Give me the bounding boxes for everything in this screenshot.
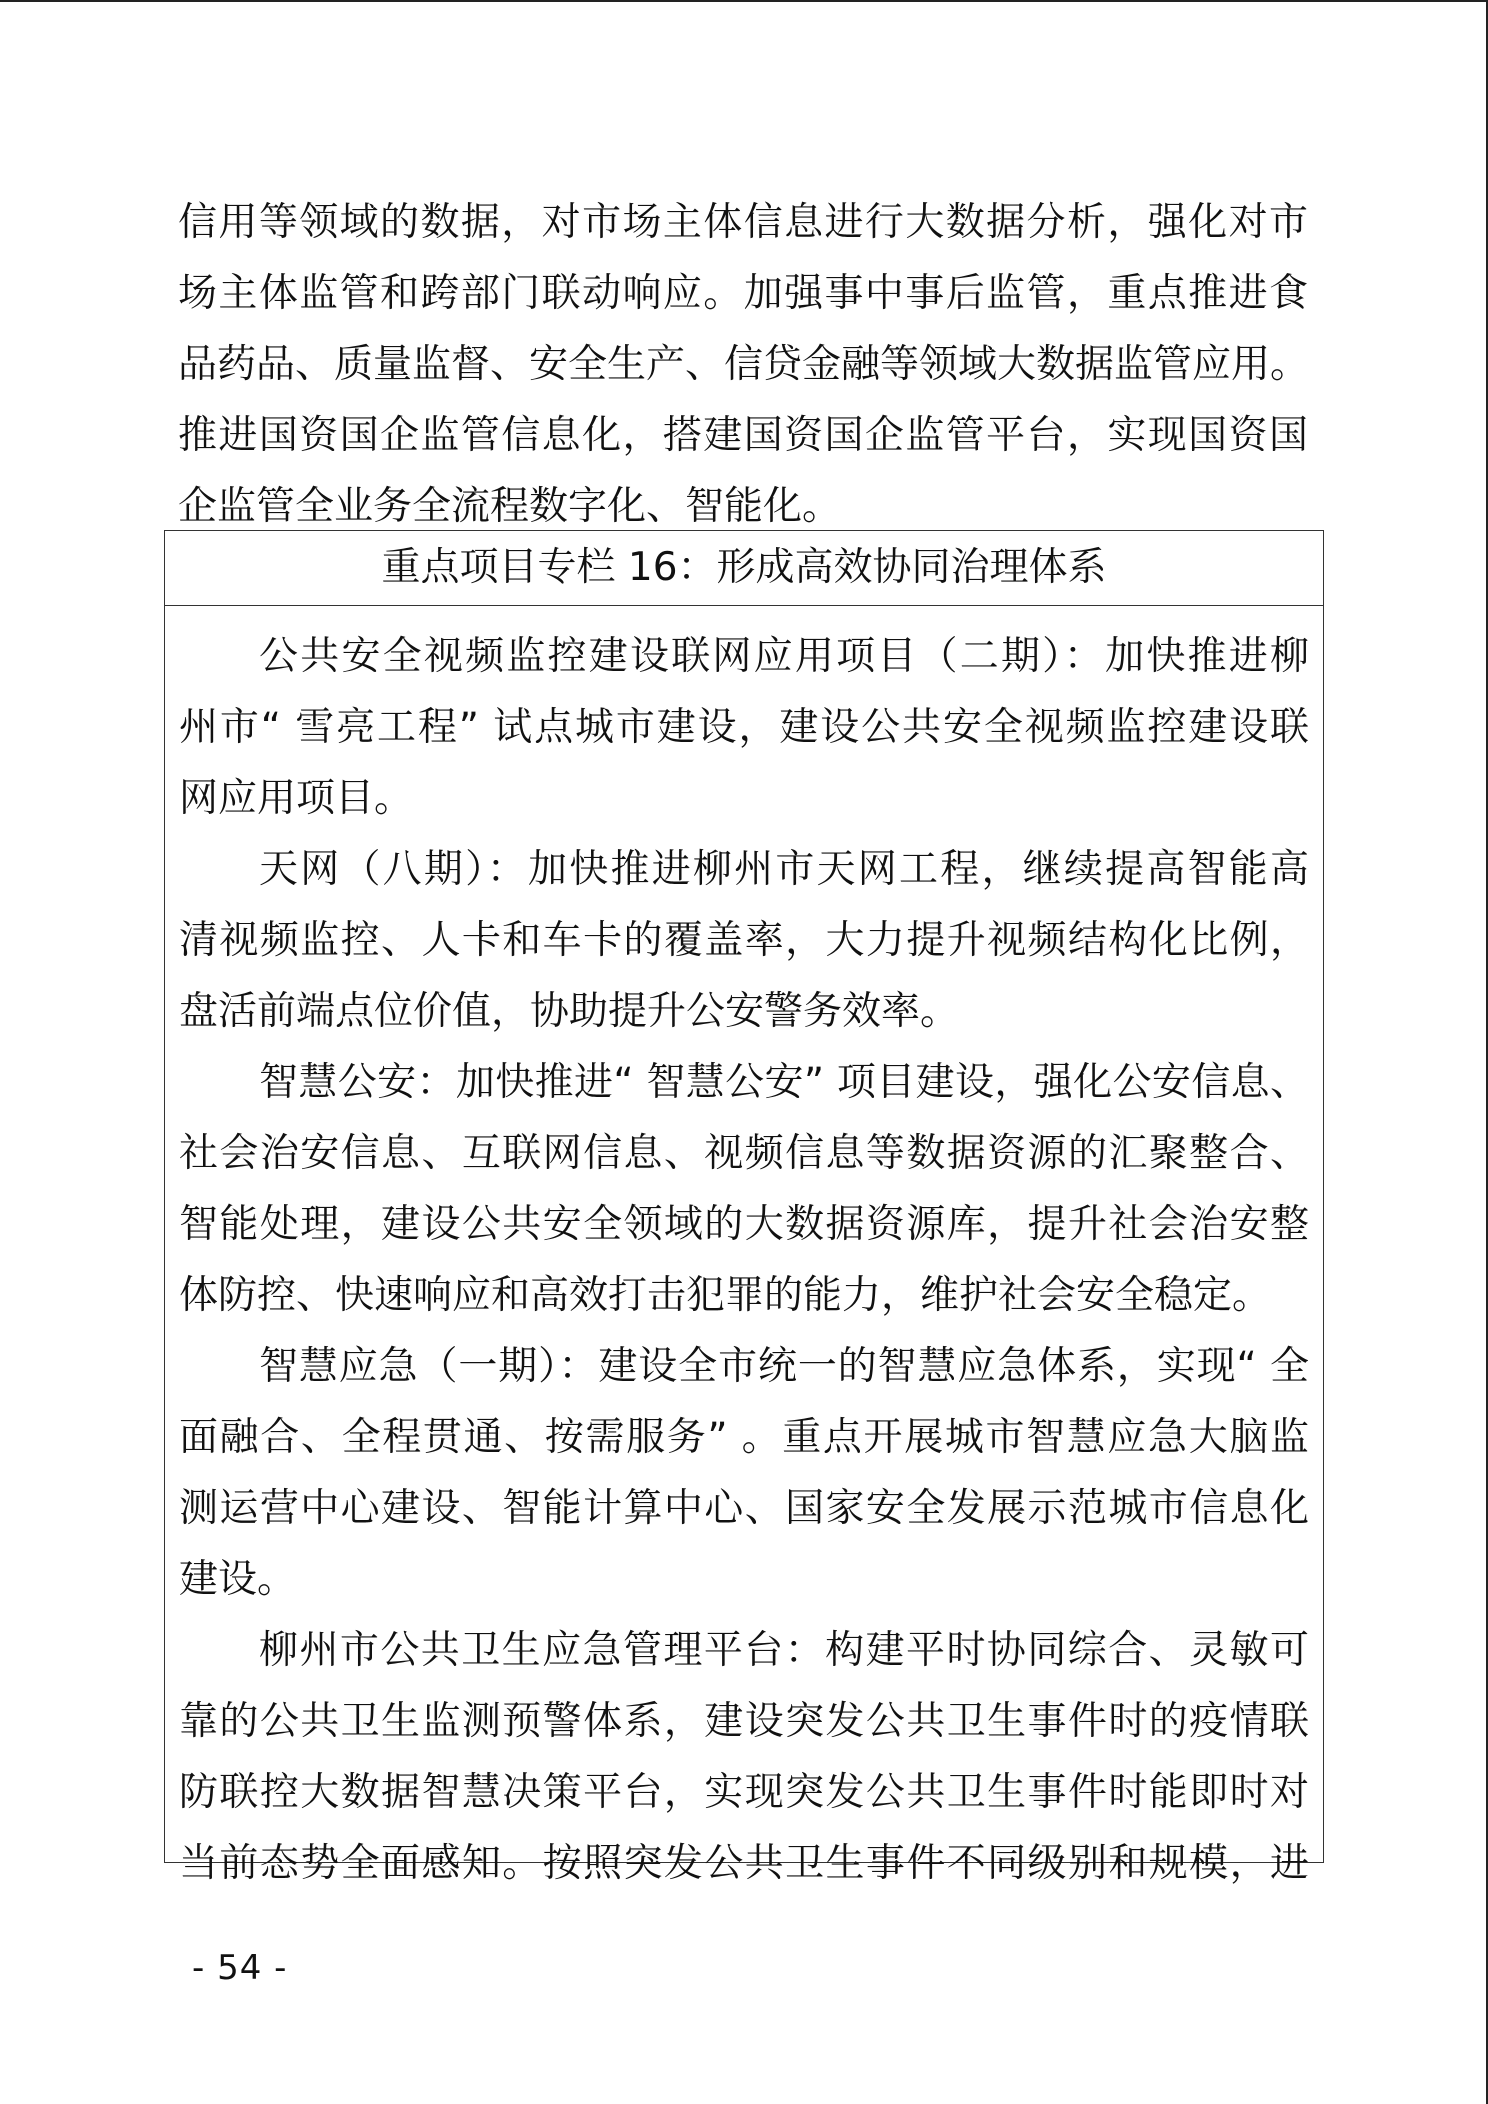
text-line: 公共安全视频监控建设联网应用项目（二期）：加快推进柳 xyxy=(259,634,1309,679)
text-line: 体防控、快速响应和高效打击犯罪的能力，维护社会安全稳定。 xyxy=(179,1273,1272,1318)
project-column-box xyxy=(164,530,1324,1886)
text-line: 场主体监管和跨部门联动响应。加强事中事后监管，重点推进食 xyxy=(178,271,1308,316)
text-line: 面融合、全程贯通、按需服务” 。重点开展城市智慧应急大脑监 xyxy=(179,1415,1309,1460)
text-line: 靠的公共卫生监测预警体系，建设突发公共卫生事件时的疫情联 xyxy=(179,1699,1309,1744)
project-paragraph xyxy=(179,621,1309,834)
text-line: 柳州市公共卫生应急管理平台：构建平时协同综合、灵敏可 xyxy=(259,1628,1309,1673)
text-line: 智慧应急（一期）：建设全市统一的智慧应急体系，实现“ 全 xyxy=(259,1344,1309,1389)
project-paragraph xyxy=(179,1047,1309,1331)
top-border-rule xyxy=(0,0,1488,2)
project-paragraph xyxy=(179,1615,1309,1899)
box-body xyxy=(179,621,1309,1899)
text-line: 防联控大数据智慧决策平台，实现突发公共卫生事件时能即时对 xyxy=(179,1770,1309,1815)
text-line: 州市“ 雪亮工程” 试点城市建设，建设公共安全视频监控建设联 xyxy=(179,705,1309,750)
text-line: 智慧公安：加快推进“ 智慧公安” 项目建设，强化公安信息、 xyxy=(259,1060,1309,1105)
intro-paragraph xyxy=(178,187,1308,542)
box-title: 重点项目专栏 16：形成高效协同治理体系 xyxy=(165,531,1323,606)
text-line: 当前态势全面感知。按照突发公共卫生事件不同级别和规模，进 xyxy=(179,1841,1309,1886)
text-line: 智能处理，建设公共安全领域的大数据资源库，提升社会治安整 xyxy=(179,1202,1309,1247)
text-line: 品药品、质量监督、安全生产、信贷金融等领域大数据监管应用。 xyxy=(178,342,1310,387)
text-line: 天网（八期）：加快推进柳州市天网工程，继续提高智能高 xyxy=(259,847,1309,892)
text-line: 清视频监控、人卡和车卡的覆盖率，大力提升视频结构化比例， xyxy=(179,918,1309,963)
text-line: 社会治安信息、互联网信息、视频信息等数据资源的汇聚整合、 xyxy=(179,1131,1309,1176)
text-line: 网应用项目。 xyxy=(179,776,414,821)
text-line: 企监管全业务全流程数字化、智能化。 xyxy=(178,484,842,529)
text-line: 盘活前端点位价值，协助提升公安警务效率。 xyxy=(179,989,960,1034)
text-line: 推进国资国企监管信息化，搭建国资国企监管平台，实现国资国 xyxy=(178,413,1308,458)
text-line: 测运营中心建设、智能计算中心、国家安全发展示范城市信息化 xyxy=(179,1486,1309,1531)
project-paragraph xyxy=(179,1331,1309,1615)
text-line: 信用等领域的数据，对市场主体信息进行大数据分析，强化对市 xyxy=(178,200,1308,245)
text-line: 建设。 xyxy=(179,1557,297,1602)
page-number: - 54 - xyxy=(192,1948,288,1988)
project-paragraph xyxy=(179,834,1309,1047)
